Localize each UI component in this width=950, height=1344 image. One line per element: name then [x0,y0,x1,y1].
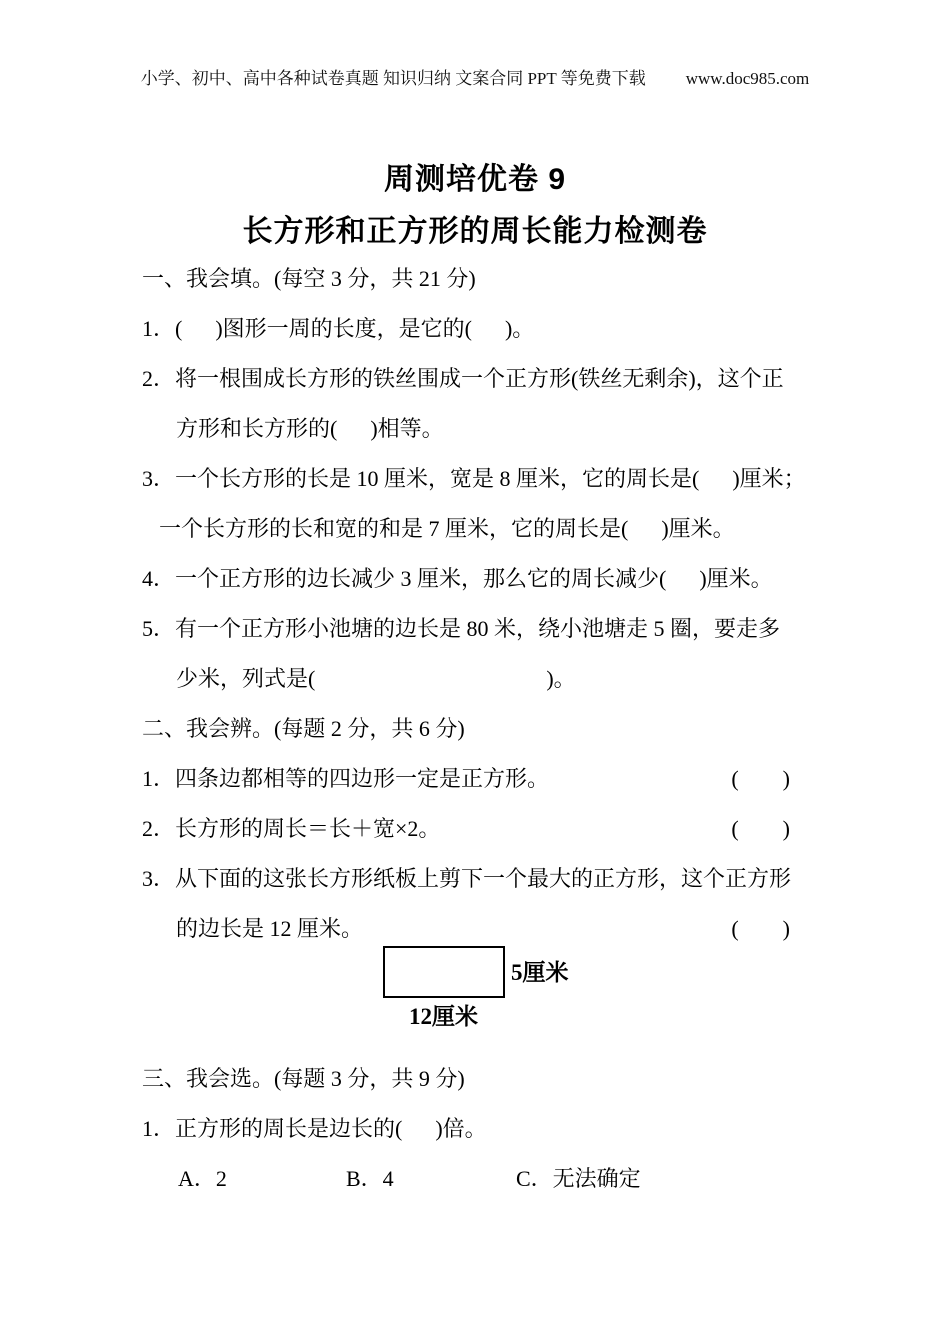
figure-height-label: 5厘米 [511,960,569,985]
choice-option-c: C．无法确定 [516,1165,641,1191]
fill-question-3-line-1: 3．一个长方形的长是 10 厘米，宽是 8 厘米，它的周长是( )厘米； [142,465,806,491]
judge-question-2 [0,802,950,852]
rectangle-shape [383,946,505,998]
site-header [0,64,950,89]
judge-answer-blank-2: ( ) [731,815,790,841]
fill-question-4: 4．一个正方形的边长减少 3 厘米，那么它的周长减少( )厘米。 [142,565,773,591]
section-judge-heading: 二、我会辨。(每题 2 分，共 6 分) [142,715,465,741]
header-info-text: 小学、初中、高中各种试卷真题 知识归纳 文案合同 PPT 等免费下载 [140,69,646,88]
fill-question-5-line-2: 少米，列式是( )。 [176,665,576,691]
worksheet-body [0,252,950,1202]
section-choice-heading: 三、我会选。(每题 3 分，共 9 分) [142,1065,465,1091]
figure-width-label: 12厘米 [409,1004,478,1029]
fill-question-2-line-1: 2．将一根围成长方形的铁丝围成一个正方形(铁丝无剩余)，这个正 [142,365,784,391]
judge-answer-blank-3: ( ) [731,915,790,941]
fill-question-1: 1．( )图形一周的长度，是它的( )。 [142,315,535,341]
judge-answer-blank-1: ( ) [731,765,790,791]
choice-question-1: 1．正方形的周长是边长的( )倍。 [142,1115,487,1141]
judge-question-1 [0,752,950,802]
judge-question-3-line-1: 3．从下面的这张长方形纸板上剪下一个最大的正方形，这个正方形 [142,865,792,891]
page-subtitle: 长方形和正方形的周长能力检测卷 [242,215,708,248]
judge-question-2-text: 2．长方形的周长＝长＋宽×2。 [142,815,441,841]
header-site-url: www.doc985.com [685,69,810,88]
fill-question-3-line-2: 一个长方形的长和宽的和是 7 厘米，它的周长是( )厘米。 [159,515,735,541]
judge-question-3-line-2 [0,902,950,952]
fill-question-2-line-2: 方形和长方形的( )相等。 [176,415,444,441]
judge-question-3-text: 的边长是 12 厘米。 [176,915,364,941]
choice-options-row [0,1152,950,1202]
choice-option-b: B．4 [346,1165,394,1191]
judge-question-1-text: 1．四条边都相等的四边形一定是正方形。 [142,765,550,791]
page-title: 周测培优卷 9 [383,163,567,196]
rectangle-figure [0,952,950,1052]
choice-option-a: A．2 [178,1165,227,1191]
fill-question-5-line-1: 5．有一个正方形小池塘的边长是 80 米，绕小池塘走 5 圈，要走多 [142,615,781,641]
section-fill-heading: 一、我会填。(每空 3 分，共 21 分) [142,265,476,291]
